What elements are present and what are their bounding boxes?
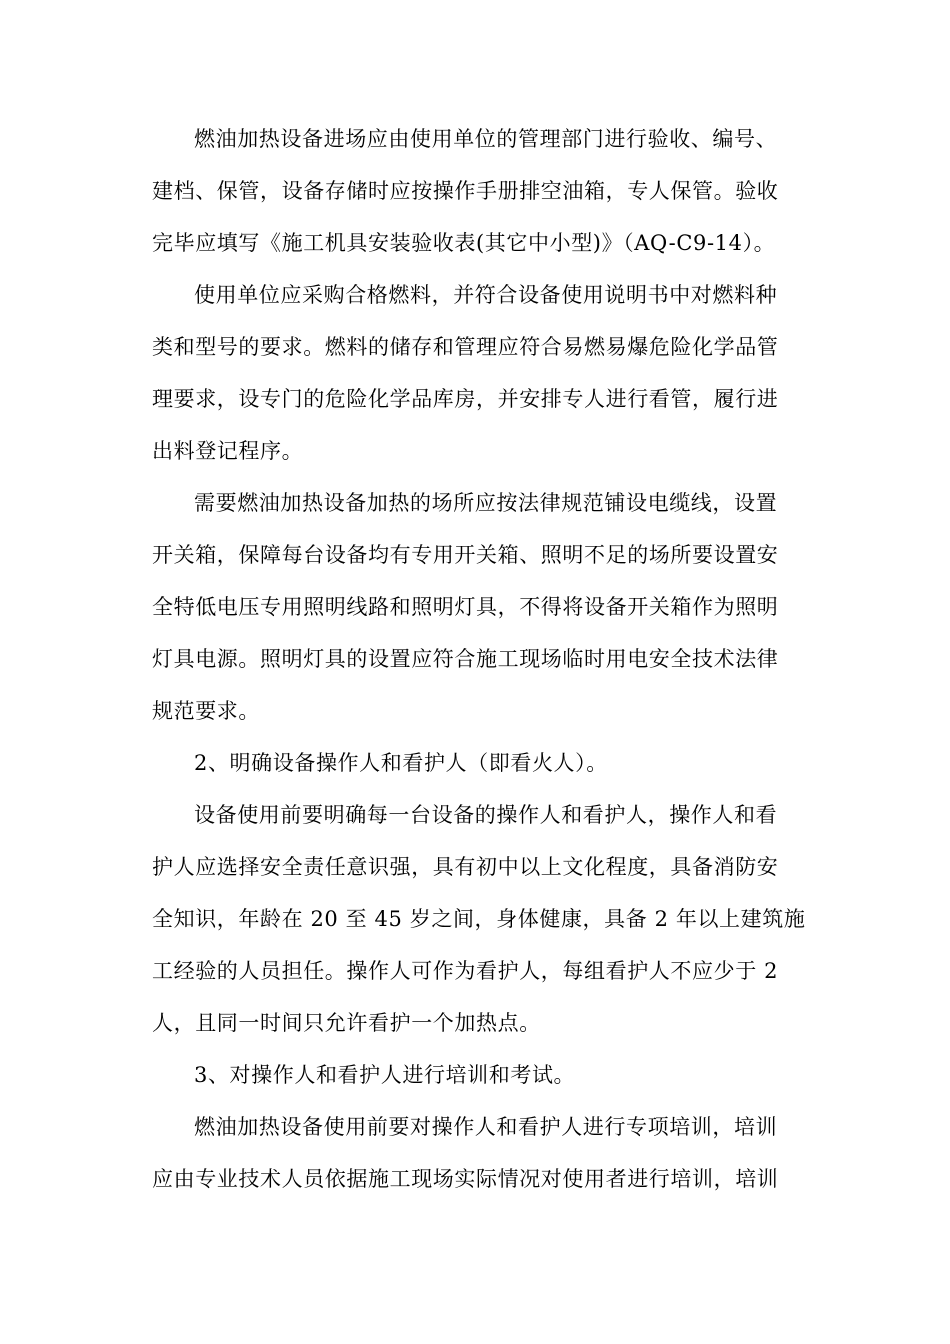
paragraph-equipment-acceptance: [152, 113, 800, 269]
text-line: 3、对操作人和看护人进行培训和考试。: [194, 1063, 576, 1087]
text-line: 规范要求。: [152, 699, 260, 723]
paragraph-electrical-setup: [152, 477, 800, 737]
text-line: 全知识，年龄在 20 至 45 岁之间，身体健康，具备 2 年以上建筑施: [152, 907, 806, 931]
text-line: 理要求，设专门的危险化学品库房，并安排专人进行看管，履行进: [152, 387, 779, 411]
text-line: 设备使用前要明确每一台设备的操作人和看护人，操作人和看: [194, 803, 778, 827]
text-line: 燃油加热设备进场应由使用单位的管理部门进行验收、编号、: [194, 127, 778, 151]
text-line: 人，且同一时间只允许看护一个加热点。: [152, 1011, 541, 1035]
text-line: 全特低电压专用照明线路和照明灯具，不得将设备开关箱作为照明: [152, 595, 779, 619]
text-line: 燃油加热设备使用前要对操作人和看护人进行专项培训，培训: [194, 1115, 778, 1139]
text-line: 灯具电源。照明灯具的设置应符合施工现场临时用电安全技术法律: [152, 647, 779, 671]
text-line: 2、明确设备操作人和看护人（即看火人）。: [194, 751, 608, 775]
text-line: 应由专业技术人员依据施工现场实际情况对使用者进行培训，培训: [152, 1167, 779, 1191]
text-line: 完毕应填写《施工机具安装验收表(其它中小型)》（AQ-C9-14）。: [152, 231, 776, 255]
paragraph-training-details: [152, 1101, 800, 1205]
text-line: 需要燃油加热设备加热的场所应按法律规范铺设电缆线，设置: [194, 491, 778, 515]
text-line: 工经验的人员担任。操作人可作为看护人，每组看护人不应少于 2: [152, 959, 779, 983]
document-body: [152, 113, 806, 1205]
text-line: 开关箱，保障每台设备均有专用开关箱、照明不足的场所要设置安: [152, 543, 779, 567]
text-line: 出料登记程序。: [152, 439, 304, 463]
paragraph-fuel-purchase: [152, 269, 800, 477]
text-line: 使用单位应采购合格燃料，并符合设备使用说明书中对燃料种: [194, 283, 778, 307]
section-heading-operators: [152, 737, 800, 789]
text-line: 类和型号的要求。燃料的储存和管理应符合易燃易爆危险化学品管: [152, 335, 779, 359]
paragraph-operator-requirements: [152, 789, 806, 1049]
section-heading-training: [152, 1049, 800, 1101]
text-line: 护人应选择安全责任意识强，具有初中以上文化程度，具备消防安: [152, 855, 779, 879]
text-line: 建档、保管，设备存储时应按操作手册排空油箱，专人保管。验收: [152, 179, 779, 203]
